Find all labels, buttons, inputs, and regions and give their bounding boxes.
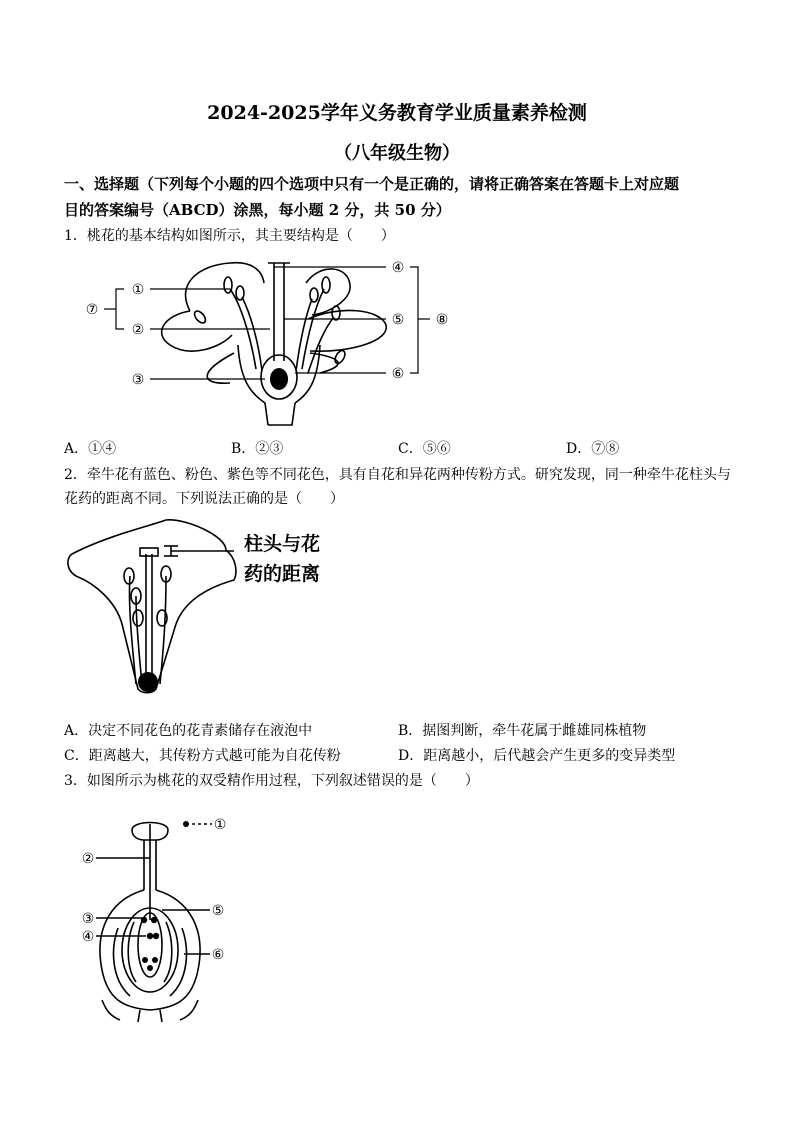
page-title: 2024-2025学年义务教育学业质量素养检测 (207, 102, 587, 124)
q2-option-d: D．距离越小，后代越会产生更多的变异类型 (398, 748, 676, 764)
q3-label-2: ② (81, 851, 95, 867)
q2-option-a: A．决定不同花色的花青素储存在液泡中 (64, 723, 313, 739)
q3-label-1: ① (213, 817, 227, 833)
q1-option-c: C．⑤⑥ (398, 441, 451, 457)
q1-option-b: B．②③ (231, 441, 284, 457)
q2-option-b: B．据图判断，牵牛花属于雌雄同株植物 (398, 723, 647, 739)
section-instructions-line1: 一、选择题（下列每个小题的四个选项中只有一个是正确的，请将正确答案在答题卡上对应题 (64, 175, 680, 193)
q1-option-a: A．①④ (64, 441, 117, 457)
q1-label-7: ⑦ (85, 302, 99, 318)
q1-option-d: D．⑦⑧ (566, 441, 620, 457)
q1-label-2: ② (131, 322, 145, 338)
q3-label-4: ④ (81, 929, 95, 945)
q2-figure-caption-line1: 柱头与花 (244, 533, 321, 555)
q2-option-c: C．距离越大，其传粉方式越可能为自花传粉 (64, 748, 341, 764)
page-subtitle: （八年级生物） (334, 143, 460, 164)
double-fertilization-diagram (80, 810, 240, 1025)
question-2-stem-line1: 2．牵牛花有蓝色、粉色、紫色等不同花色，具有自花和异花两种传粉方式。研究发现，同一种牵牛花柱头与 (64, 467, 731, 483)
morning-glory-diagram (66, 514, 356, 704)
question-3-stem: 3．如图所示为桃花的双受精作用过程，下列叙述错误的是（ ） (64, 773, 479, 789)
q1-label-6: ⑥ (391, 366, 405, 382)
q3-label-6: ⑥ (211, 947, 225, 963)
peach-flower-diagram (80, 253, 460, 428)
q1-label-5: ⑤ (391, 312, 405, 328)
question-2-stem-line2: 花药的距离不同。下列说法正确的是（ ） (64, 491, 344, 507)
q3-label-5: ⑤ (211, 903, 225, 919)
q1-label-4: ④ (391, 260, 405, 276)
q1-label-3: ③ (131, 372, 145, 388)
q2-figure-caption-line2: 药的距离 (244, 563, 321, 585)
question-1-stem: 1．桃花的基本结构如图所示，其主要结构是（ ） (64, 228, 395, 244)
q3-label-3: ③ (81, 911, 95, 927)
section-instructions-line2: 目的答案编号（ABCD）涂黑，每小题 2 分，共 50 分） (64, 201, 451, 219)
q1-label-1: ① (131, 282, 145, 298)
q1-label-8: ⑧ (435, 312, 449, 328)
